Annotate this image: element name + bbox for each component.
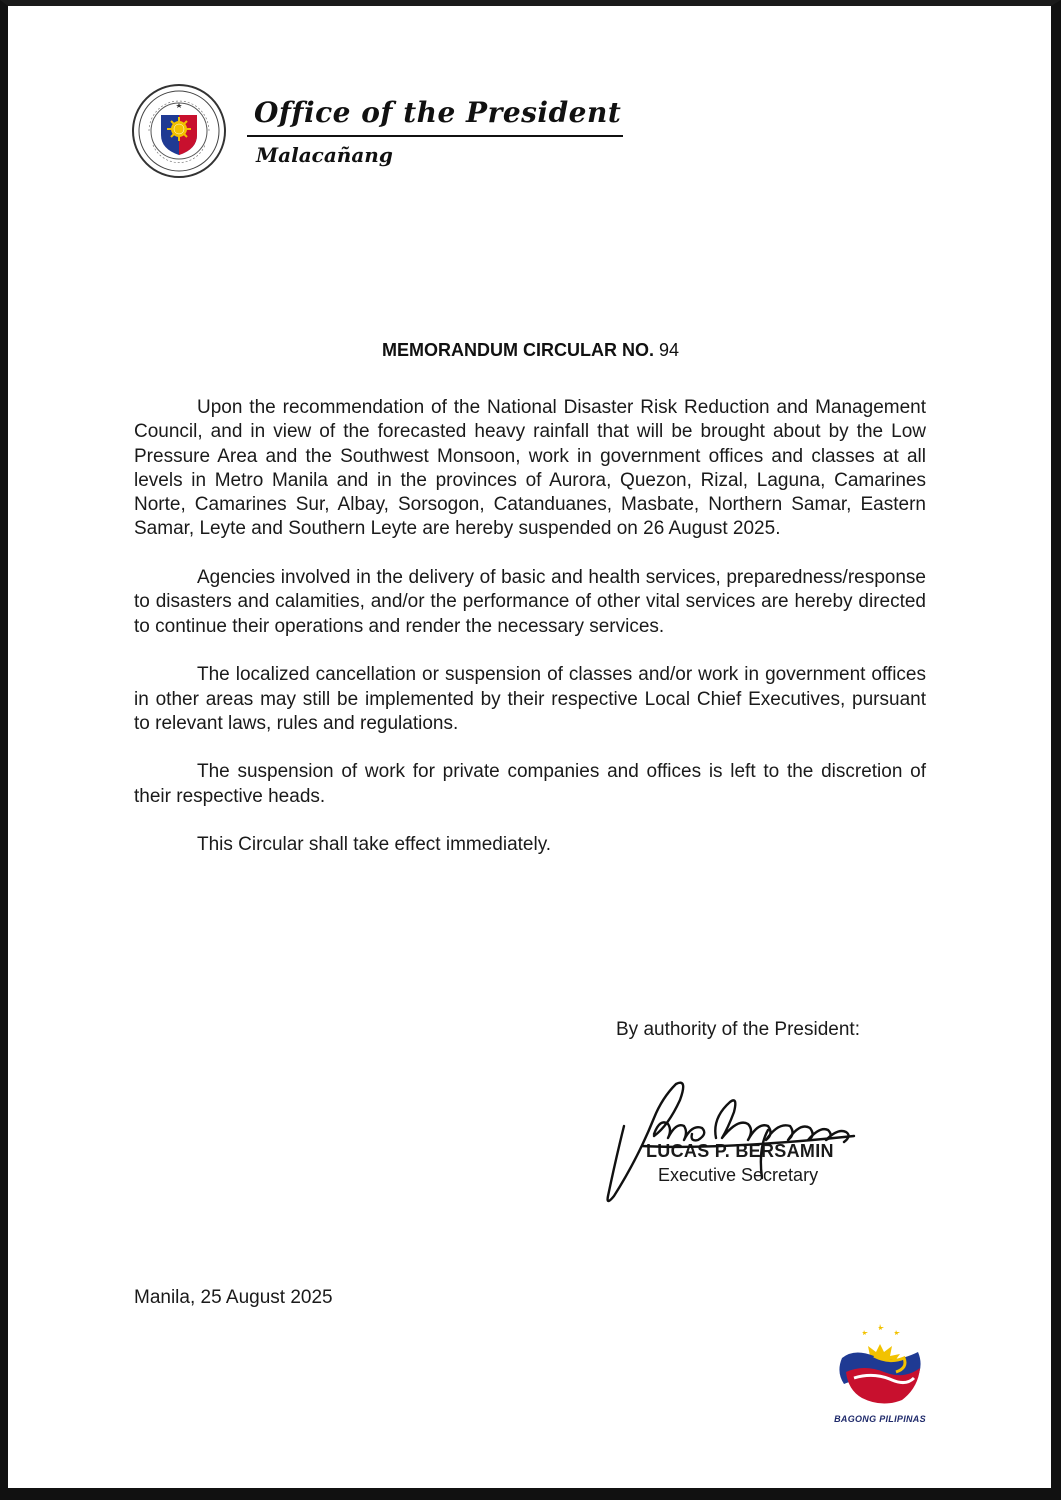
authority-line: By authority of the President: bbox=[616, 1019, 860, 1040]
bagong-pilipinas-logo-icon bbox=[834, 1322, 926, 1412]
memo-paragraph-2: Agencies involved in the delivery of basic and health services, preparedness/response to disasters and calamities, and/or the performance of other vital services are hereby directed to continue their operations and render the necessary services. bbox=[134, 567, 926, 637]
memo-paragraph-4: The suspension of work for private companies and offices is left to the discretion of their respective heads. bbox=[134, 761, 926, 807]
office-title: Office of the President bbox=[254, 96, 622, 129]
memo-paragraph-5: This Circular shall take effect immediately. bbox=[197, 834, 552, 856]
office-location: Malacañang bbox=[256, 143, 393, 167]
memo-paragraph-1: Upon the recommendation of the National Disaster Risk Reduction and Management Council, and in view of the forecasted heavy rainfall that will be brought about by the Low Pressure Area and the Southwest Monsoon, work in government offices and classes at all levels in Metro Manila and in the provinces of Aurora, Quezon, Rizal, Laguna, Camarines Norte, Camarines Sur, Albay, Sorsogon, Catanduanes, Masbate, Northern Samar, Eastern Samar, Leyte and Southern Leyte are hereby suspended on 26 August 2025. bbox=[134, 397, 926, 540]
memo-title bbox=[0, 340, 1061, 361]
bagong-pilipinas-label: BAGONG PILIPINAS bbox=[834, 1414, 926, 1424]
handwritten-signature bbox=[598, 1078, 870, 1210]
signatory-title: Executive Secretary bbox=[658, 1165, 819, 1185]
presidential-seal-icon bbox=[131, 83, 227, 179]
letterhead-rule bbox=[247, 135, 623, 137]
place-and-date: Manila, 25 August 2025 bbox=[134, 1287, 333, 1308]
memo-body bbox=[134, 396, 926, 882]
memo-title-label: MEMORANDUM CIRCULAR NO. bbox=[381, 340, 654, 360]
memo-number: 94 bbox=[658, 340, 680, 360]
memo-paragraph-3: The localized cancellation or suspension of classes and/or work in government offices in other areas may still be implemented by their respective Local Chief Executives, pursuant to relevant laws, rules and regulations. bbox=[134, 664, 926, 734]
signatory-name: LUCAS P. BERSAMIN bbox=[646, 1141, 834, 1161]
